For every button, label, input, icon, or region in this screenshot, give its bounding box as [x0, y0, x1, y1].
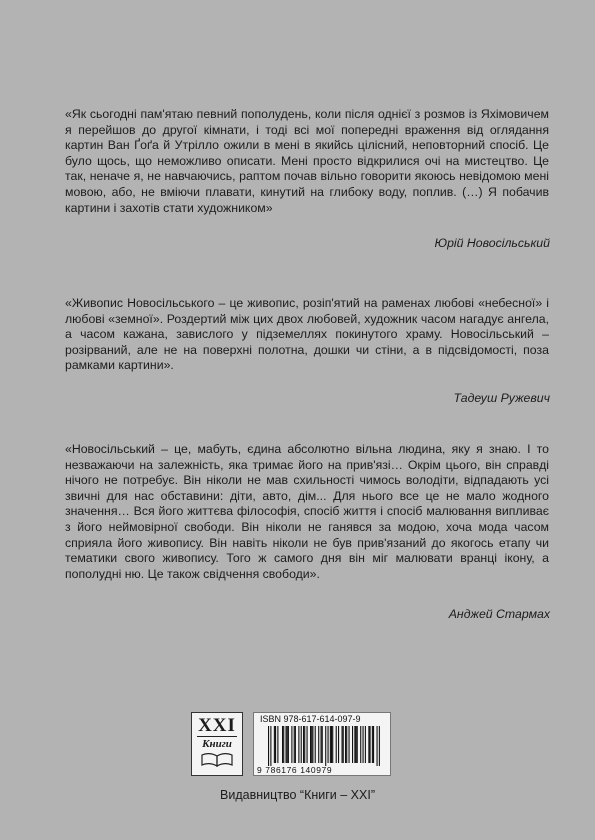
- quote-starmach: «Новосільський – це, мабуть, єдина абсолютно вільна людина, яку я знаю. І то незважаючи на залежність, яка тримає його на прив'язі… Окрім цього, він справді нічого не потребує. Він ніколи не мав схильності чимось володіти, відпадають усі звичні для нас обставини: діти, авто, дім... Для нього все це не мало жодного значення… Вся його життєва філософія, спосіб життя і спосіб малювання випливає з його неймовірної свободи. Він ніколи не ганявся за модою, хоча мода часом сприяла його живопису. Він навіть ніколи не був прив'язаний до якогось етапу чи тематики свого живопису. Того ж самого дня він міг малювати вранці ікону, а пополудні ню. Це також свідчення свободи».: [65, 442, 549, 581]
- isbn-label: ISBN 978-617-614-097-9: [260, 714, 361, 724]
- barcode-digits: 9 786176 140979: [257, 765, 333, 775]
- logo-word-text: Книги: [202, 738, 232, 750]
- quote-novosilsky: «Як сьогодні пам'ятаю певний пополудень, коли після однієї з розмов із Яхімовичем я перейшов до другої кімнати, і тоді всі мої попередні враження від оглядання картин Ван Ґоґа й Утрілло ожили в мені в якийсь цілісний, неповторний спосіб. Це було щось, що неможливо описати. Мені просто відкрилися очі на мистецтво. Це так, неначе я, не навчаючись, раптом почав вільно говорити якоюсь невідомою мені мовою, або, не вміючи плавати, кинутий на глибоку воду, поплив. (…) Я побачив картини і захотів стати художником»: [65, 107, 549, 215]
- barcode-icon: [268, 726, 380, 766]
- quote-author-starmach: Анджей Стармах: [448, 607, 550, 621]
- logo-xxi-text: XXI: [198, 715, 236, 736]
- publisher-logo: [191, 712, 243, 776]
- open-book-icon: [200, 753, 234, 767]
- publisher-name: Видавництво “Книги – XXI”: [220, 788, 375, 802]
- isbn-barcode-block: [253, 712, 391, 776]
- quote-author-novosilsky: Юрій Новосільський: [434, 236, 550, 250]
- quote-rozewicz: «Живопис Новосільського – це живопис, розіп'ятий на раменах любові «небесної» і любові «земної». Роздертий між цих двох любовей, художник часом нагадує ангела, а часом кажана, завислого у підземеллях покинутого храму. Новосільський – розірваний, але не на поверхні полотна, дошки чи стіни, а в підсвідомості, поза рамками картини».: [65, 296, 549, 373]
- quote-author-rozewicz: Тадеуш Ружевич: [453, 391, 550, 405]
